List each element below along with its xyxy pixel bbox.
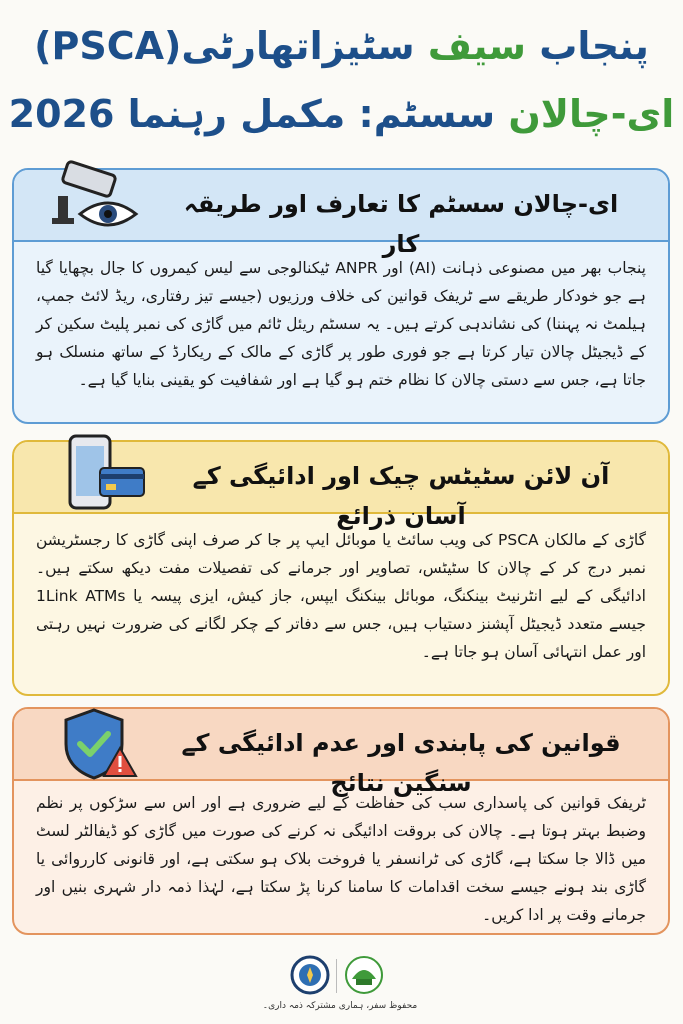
shield-warning-icon [60,706,140,782]
page-title-line1 [0,22,683,70]
police-seal-icon [290,955,330,995]
section-online-heading: آن لائن سٹیٹس چیک اور ادائیگی کے آسان ذرائع [192,462,610,530]
section-consequences-heading: قوانین کی پابندی اور عدم ادائیگی کے سنگین نتائج [181,729,621,797]
title-word-system-guide: سسٹم: مکمل رہنما 2026 [8,92,496,136]
title-word-safe: سیف [427,24,527,68]
punjab-government-emblem-icon [344,955,384,995]
section-consequences-body: ٹریفک قوانین کی پاسداری سب کی حفاظت کے لیے ضروری ہے اور اس سے سڑکوں پر نظم وضبط بہتر ہوتا ہے۔ چالان کی بروقت ادائیگی نہ کرنے کی صورت میں گاڑی کو ڈیفالٹر لسٹ میں ڈالا جا سکتا ہے، گاڑی کی ٹرانسفر یا فروخت بلاک ہو سکتی ہے، اور قانونی کارروائی یا گاڑی بند ہونے جیسے سخت اقدامات کا سامنا کرنا پڑ سکتا ہے، لہٰذا ذمہ دار شہری بنیں اور جرمانے وقت پر ادا کریں۔ [36,794,646,924]
footer-divider [336,959,337,993]
section-intro-body: پنجاب بھر میں مصنوعی ذہانت (AI) اور ANPR ٹیکنالوجی سے لیس کیمروں کا جال بچھایا گیا ہے جو خودکار طریقے سے ٹریفک قوانین کی خلاف ورزیوں (جیسے تیز رفتاری، ریڈ لائٹ جمپ، ہیلمٹ نہ پہننا) کی نشاندہی کرتے ہیں۔ یہ سسٹم ریئل ٹائم میں گاڑی کی نمبر پلیٹ سکین کر کے ڈیجیٹل چالان تیار کرتا ہے جو فوری طور پر گاڑی کے مالک کے ریکارڈ کے ساتھ منسلک ہو جاتا ہے، جس سے دستی چالان کا نظام ختم ہو گیا ہے اور شفافیت کو یقینی بنایا گیا ہے۔ [36,259,646,389]
footer-slogan: محفوظ سفر، ہماری مشترکہ ذمہ داری۔ [262,1001,418,1011]
footer [0,955,683,1024]
title-word-punjab: پنجاب [539,24,649,68]
page-title-line2 [0,84,683,144]
title-word-echallan: ای-چالان [508,92,675,136]
title-word-cities-authority: سٹیزاتھارٹی(PSCA) [34,24,415,68]
section-intro-heading: ای-چالان سسٹم کا تعارف اور طریقہ کار [183,190,619,258]
section-online-body: گاڑی کے مالکان PSCA کی ویب سائٹ یا موبائل ایپ پر جا کر صرف اپنی گاڑی کا رجسٹریشن نمبر درج کر کے چالان کا سٹیٹس، تصاویر اور جرمانے کی تفصیلات مفت دیکھ سکتے ہیں۔ ادائیگی کے لیے انٹرنیٹ بینکنگ، موبائل بینکنگ ایپس، جاز کیش، ایزی پیسہ یا 1Link ATMs جیسے متعدد ڈیجیٹل آپشنز دستیاب ہیں، جس سے دفاتر کے چکر لگانے کی ضرورت نہیں رہتی اور عمل انتہائی آسان ہو جاتا ہے۔ [36,531,646,661]
surveillance-camera-eye-icon [50,158,140,238]
smartphone-card-icon [60,432,150,512]
